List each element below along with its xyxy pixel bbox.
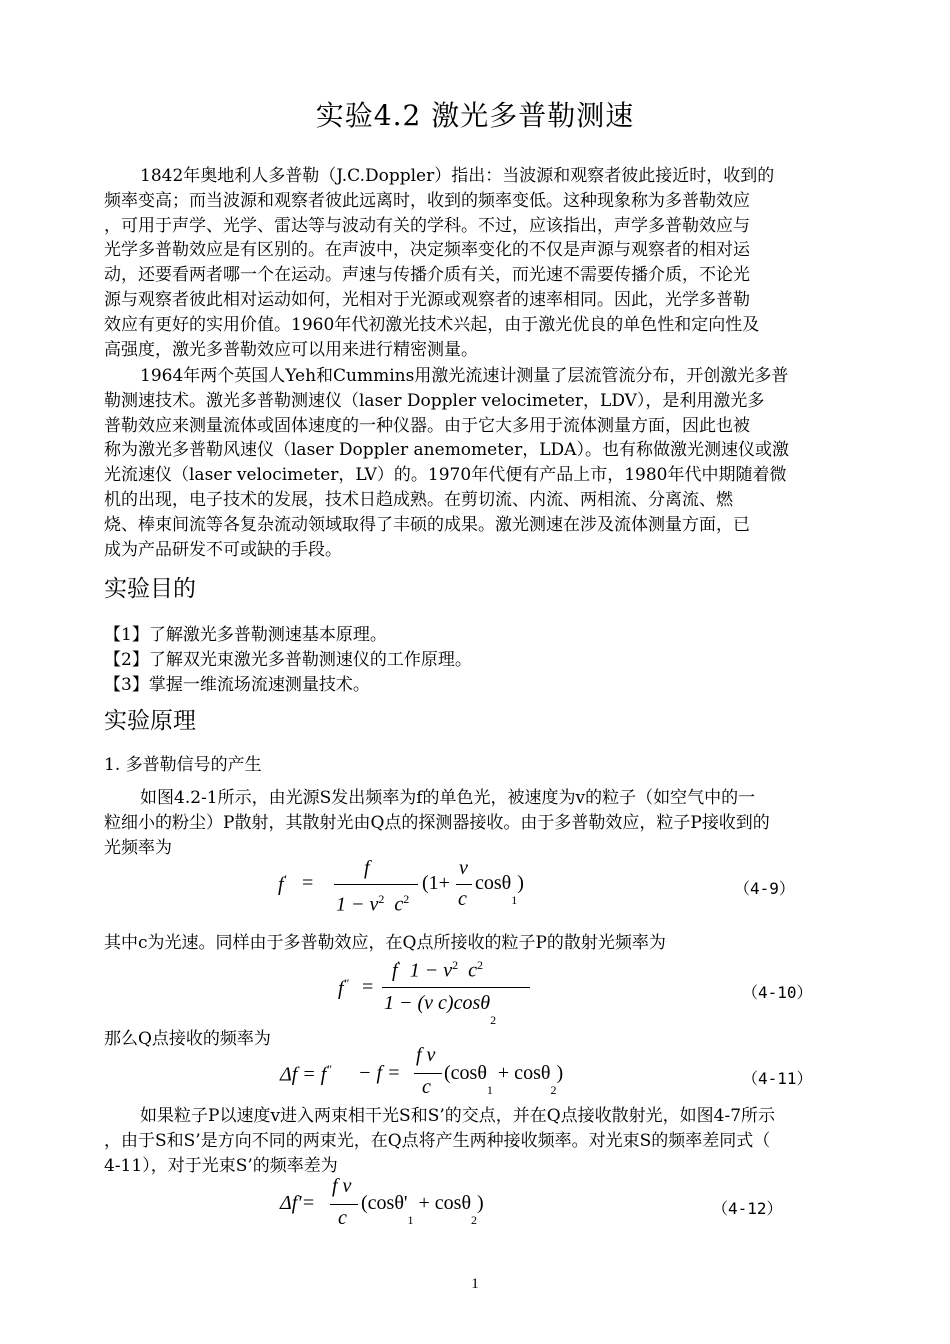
text-line: 光频率为 (104, 837, 172, 858)
eq-lhs: f' (278, 872, 287, 896)
text-line: 那么Q点接收的频率为 (104, 1029, 271, 1049)
purpose-item: 【2】了解双光束激光多普勒测速仪的工作原理。 (104, 650, 472, 670)
text-line: 光学多普勒效应是有区别的。在声波中，决定频率变化的不仅是声源与观察者的相对运 (104, 240, 750, 261)
text-line: 粒细小的粉尘）P散射，其散射光由Q点的探测器接收。由于多普勒效应，粒子P接收到的 (104, 812, 770, 833)
section-heading-purpose: 实验目的 (104, 576, 196, 602)
equation-number: （4-12） (712, 1199, 783, 1218)
purpose-item: 【1】了解激光多普勒测速基本原理。 (104, 625, 387, 645)
text-line: 机的出现，电子技术的发展，技术日趋成熟。在剪切流、内流、两相流、分离流、燃 (104, 489, 733, 510)
text-line: 1842年奥地利人多普勒（J.C.Doppler）指出：当波源和观察者彼此接近时，收到的 (140, 166, 775, 186)
section-heading-principle: 实验原理 (104, 708, 196, 734)
text-line: 成为产品研发不可或缺的手段。 (104, 539, 342, 560)
text-line: 勒测速技术。激光多普勒测速仪（laser Doppler velocimeter，LDV），是利用激光多 (104, 390, 765, 411)
eq-lhs: Δf'= (280, 1192, 316, 1214)
text-line: 4-11），对于光束S’的频率差为 (104, 1155, 338, 1176)
eq-cos-terms: $(\cos\theta'_1 + \cos\theta_2)$ (361, 1192, 484, 1227)
equation-number: （4-9） (734, 879, 795, 898)
fraction-bar (330, 1204, 358, 1205)
eq-denominator: 1 − (v c)cosθ$_2$ (384, 992, 497, 1027)
eq-numerator: f' $1 - v^2$ $c^2$ (392, 958, 483, 982)
text-line: ，由于S和S’是方向不同的两束光，在Q点将产生两种接收频率。对光束S的频率差同式（ (104, 1130, 771, 1151)
text-line: 1964年两个英国人Yeh和Cummins用激光流速计测量了层流管流分布，开创激光多普 (140, 366, 789, 386)
eq-lhs: f" (338, 976, 349, 1000)
text-line: 如果粒子P以速度v进入两束相干光S和S’的交点，并在Q点接收散射光，如图4-7所示 (140, 1106, 776, 1126)
fraction-bar (456, 884, 472, 885)
equation-number: （4-11） (742, 1069, 813, 1088)
fraction-bar (334, 884, 418, 885)
eq-numerator: f v (332, 1175, 352, 1197)
text-line: 效应有更好的实用价值。1960年代初激光技术兴起，由于激光优良的单色性和定向性及 (104, 314, 760, 335)
fraction-bar (382, 987, 530, 988)
eq-equals: = (362, 976, 374, 998)
text-line: 烧、棒束间流等各复杂流动领域取得了丰硕的成果。激光测速在涉及流体测量方面，已 (104, 514, 750, 535)
principle-paragraph-2 (104, 1104, 840, 1178)
eq-numerator: f (364, 857, 370, 879)
eq-denominator: c (338, 1207, 347, 1229)
eq-inner-den: c (458, 888, 467, 910)
eq-cos-term: cosθ$_1$) (475, 872, 524, 907)
purpose-item: 【3】掌握一维流场流速测量技术。 (104, 675, 370, 695)
principle-paragraph-1 (104, 786, 840, 860)
text-line: 普勒效应来测量流体或固体速度的一种仪器。由于它大多用于流体测量方面，因此也被 (104, 415, 750, 436)
equation-number: （4-10） (742, 983, 813, 1002)
eq-inner-num: v (459, 857, 468, 879)
text-line: 动，还要看两者哪一个在运动。声速与传播介质有关，而光速不需要传播介质，不论光 (104, 265, 750, 286)
eq-equals: = (302, 872, 314, 894)
eq-mid: − f = (358, 1062, 401, 1084)
text-line: 其中c为光速。同样由于多普勒效应，在Q点所接收的粒子P的散射光频率为 (104, 933, 666, 953)
text-line: 光流速仪（laser velocimeter，LV）的。1970年代便有产品上市，1980年代中期随着微 (104, 465, 787, 486)
eq-cos-terms: (cosθ$_1$ + cosθ$_2$) (444, 1062, 564, 1097)
intro-paragraph-2 (104, 364, 840, 562)
page-title: 实验4.2 激光多普勒测速 (315, 99, 635, 132)
text-line: 高强度，激光多普勒效应可以用来进行精密测量。 (104, 339, 478, 360)
eq-lhs: Δf = f" (280, 1062, 332, 1086)
eq-bracket-open: (1+ (422, 872, 450, 894)
text-line: 频率变高；而当波源和观察者彼此远离时，收到的频率变低。这种现象称为多普勒效应 (104, 190, 750, 211)
eq-numerator: f v (416, 1044, 436, 1066)
text-line: 称为激光多普勒风速仪（laser Doppler anemometer，LDA）。也有称做激光测速仪或激 (104, 440, 789, 461)
subsection-heading: 1. 多普勒信号的产生 (104, 755, 262, 775)
page-number: 1 (471, 1276, 479, 1292)
text-line: 如图4.2-1所示，由光源S发出频率为f的单色光，被速度为v的粒子（如空气中的一 (140, 788, 756, 808)
eq-denominator: $1 - v^2$ $c^2$ (336, 892, 410, 916)
eq-denominator: c (422, 1076, 431, 1098)
fraction-bar (414, 1073, 442, 1074)
intro-paragraph-1 (104, 164, 840, 362)
text-line: ，可用于声学、光学、雷达等与波动有关的学科。不过，应该指出，声学多普勒效应与 (104, 215, 750, 236)
text-line: 源与观察者彼此相对运动如何，光相对于光源或观察者的速率相同。因此，光学多普勒 (104, 289, 750, 310)
